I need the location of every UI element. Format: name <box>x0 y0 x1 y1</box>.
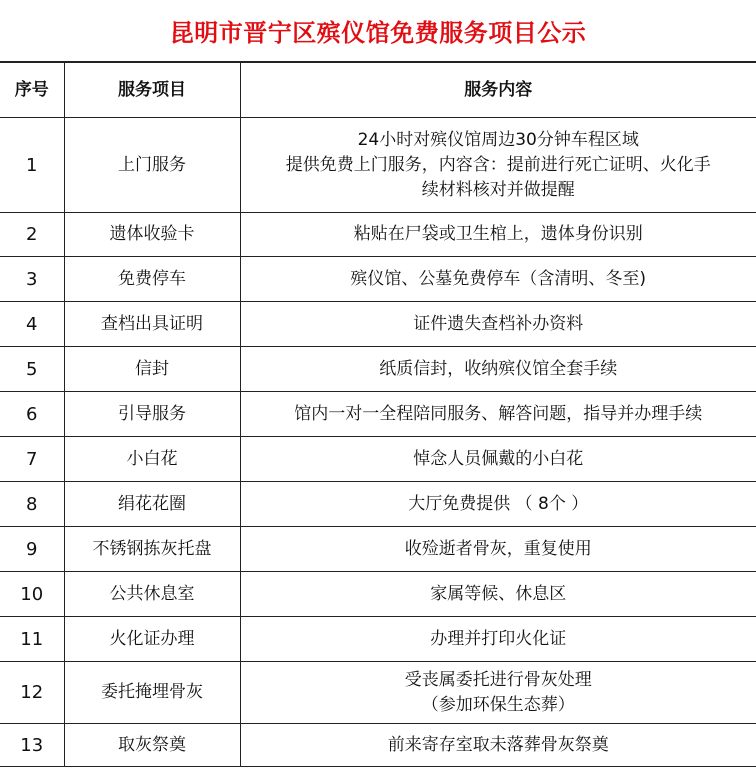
row-content: 馆内一对一全程陪同服务、解答问题，指导并办理手续 <box>240 392 756 437</box>
row-content-line: （参加环保生态葬） <box>421 694 575 715</box>
row-content: 家属等候、休息区 <box>240 572 756 617</box>
row-item: 绢花花圈 <box>64 482 240 527</box>
row-no: 10 <box>0 572 64 617</box>
services-table <box>0 62 756 767</box>
row-content: 殡仪馆、公墓免费停车（含清明、冬至) <box>240 257 756 302</box>
header-content: 服务内容 <box>240 63 756 118</box>
row-content: 证件遗失查档补办资料 <box>240 302 756 347</box>
row-no: 3 <box>0 257 64 302</box>
row-no: 5 <box>0 347 64 392</box>
row-content: 大厅免费提供 （ 8个 ） <box>240 482 756 527</box>
row-content <box>240 118 756 213</box>
row-content-line: 24小时对殡仪馆周边30分钟车程区域 <box>357 129 639 150</box>
page-title: 昆明市晋宁区殡仪馆免费服务项目公示 <box>169 19 587 47</box>
header-no: 序号 <box>0 63 64 118</box>
row-no: 9 <box>0 527 64 572</box>
row-no: 1 <box>0 118 64 213</box>
table-row <box>0 392 756 437</box>
row-item: 免费停车 <box>64 257 240 302</box>
row-content: 前来寄存室取未落葬骨灰祭奠 <box>240 724 756 767</box>
row-content-line: 提供免费上门服务，内容含：提前进行死亡证明、火化手 <box>285 154 711 175</box>
row-no: 4 <box>0 302 64 347</box>
row-content: 收殓逝者骨灰，重复使用 <box>240 527 756 572</box>
row-no: 11 <box>0 617 64 662</box>
row-no: 7 <box>0 437 64 482</box>
row-content-line: 续材料核对并做提醒 <box>421 179 575 200</box>
table-row <box>0 617 756 662</box>
row-item: 取灰祭奠 <box>64 724 240 767</box>
row-no: 13 <box>0 724 64 767</box>
table-row <box>0 572 756 617</box>
row-item: 公共休息室 <box>64 572 240 617</box>
table-row <box>0 257 756 302</box>
row-content: 悼念人员佩戴的小白花 <box>240 437 756 482</box>
row-item: 委托掩埋骨灰 <box>64 662 240 724</box>
row-item: 不锈钢拣灰托盘 <box>64 527 240 572</box>
header-item: 服务项目 <box>64 63 240 118</box>
row-no: 2 <box>0 213 64 257</box>
row-item: 信封 <box>64 347 240 392</box>
row-item: 火化证办理 <box>64 617 240 662</box>
table-row <box>0 213 756 257</box>
table-row <box>0 302 756 347</box>
row-no: 6 <box>0 392 64 437</box>
row-content <box>240 662 756 724</box>
table-row <box>0 118 756 213</box>
title-row <box>0 0 756 62</box>
row-item: 小白花 <box>64 437 240 482</box>
row-item: 遗体收验卡 <box>64 213 240 257</box>
table-row <box>0 437 756 482</box>
table-row <box>0 482 756 527</box>
table-row <box>0 347 756 392</box>
row-content: 办理并打印火化证 <box>240 617 756 662</box>
row-content: 粘贴在尸袋或卫生棺上，遗体身份识别 <box>240 213 756 257</box>
table-row <box>0 662 756 724</box>
table-row <box>0 527 756 572</box>
row-item: 上门服务 <box>64 118 240 213</box>
row-no: 8 <box>0 482 64 527</box>
table-row <box>0 724 756 767</box>
row-no: 12 <box>0 662 64 724</box>
table-header-row <box>0 63 756 118</box>
row-content-line: 受丧属委托进行骨灰处理 <box>404 669 592 690</box>
row-item: 引导服务 <box>64 392 240 437</box>
row-item: 查档出具证明 <box>64 302 240 347</box>
row-content: 纸质信封，收纳殡仪馆全套手续 <box>240 347 756 392</box>
